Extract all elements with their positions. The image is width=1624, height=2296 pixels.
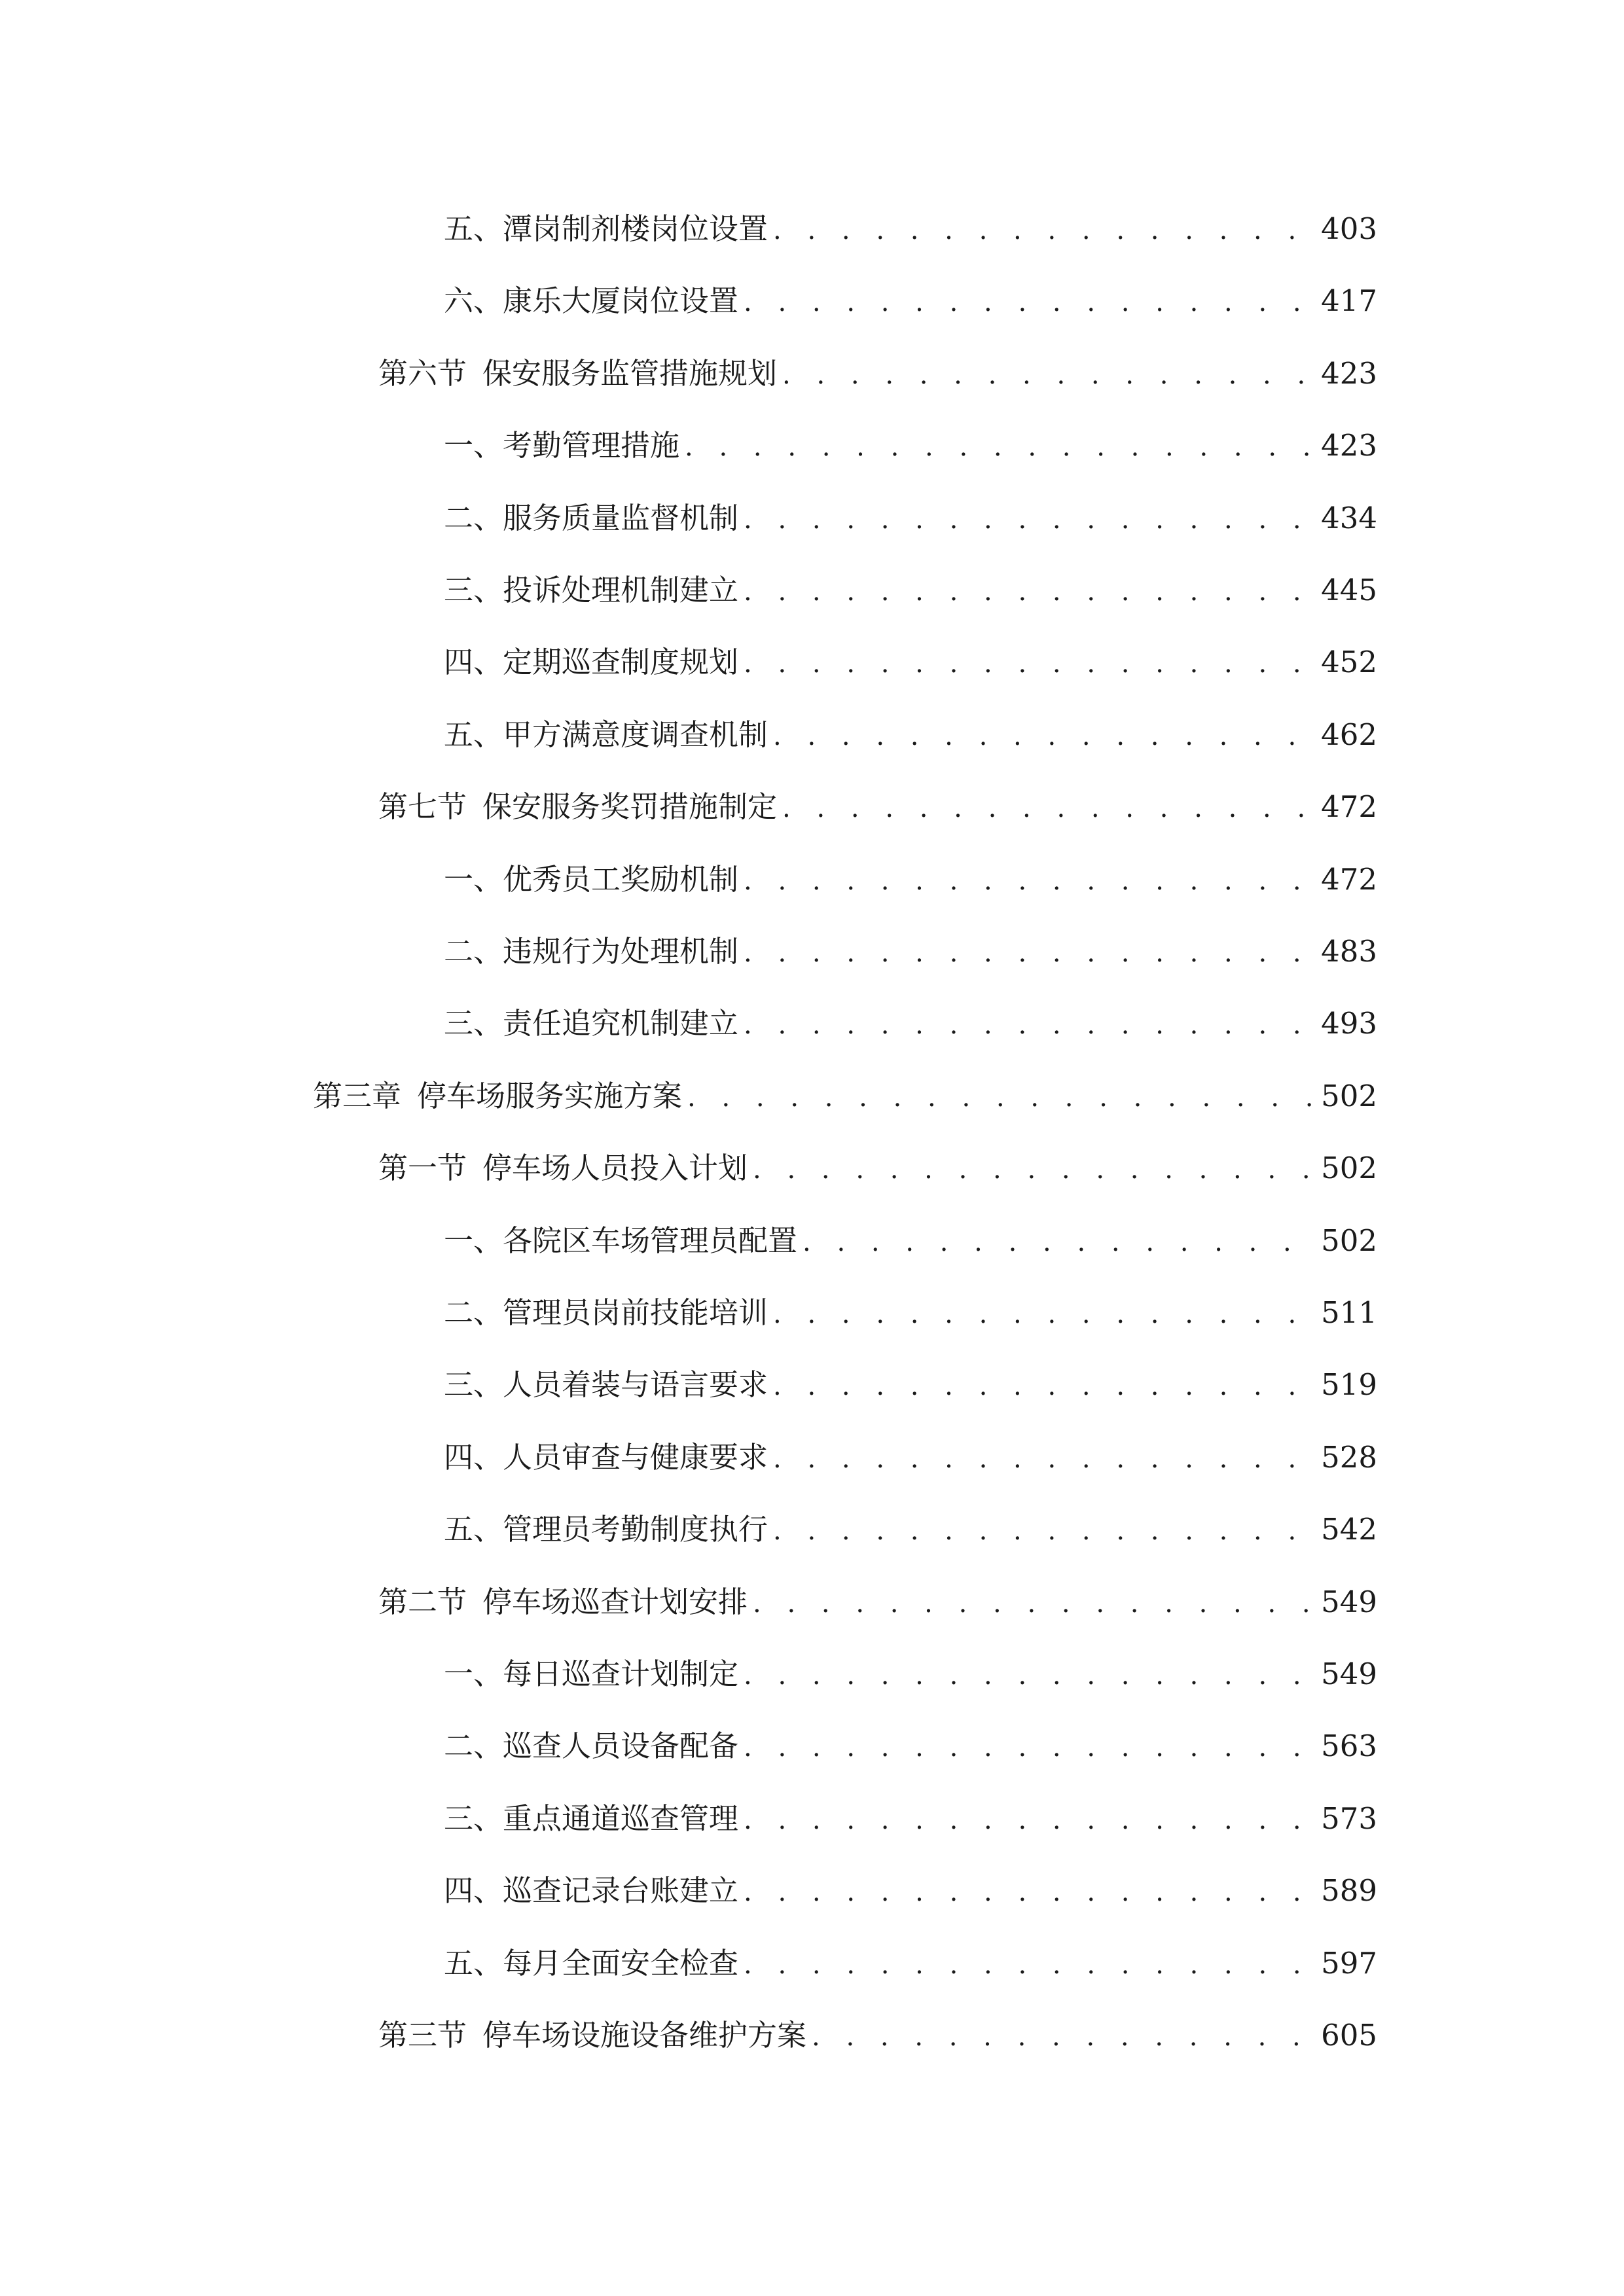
toc-entry-page-number: 472 bbox=[1321, 789, 1377, 825]
toc-dot-leader bbox=[744, 855, 1312, 907]
toc-entry-marker: 第二节 bbox=[378, 1584, 467, 1619]
toc-entry-title: 每月全面安全检查 bbox=[503, 1945, 739, 1981]
toc-entry-page-number: 493 bbox=[1321, 1006, 1377, 1041]
toc-entry-marker: 五、 bbox=[444, 717, 503, 752]
toc-entry-title: 甲方满意度调查机制 bbox=[503, 717, 768, 752]
toc-dot-leader bbox=[773, 1360, 1312, 1412]
toc-entry-marker: 四、 bbox=[444, 1873, 503, 1909]
toc-dot-leader bbox=[773, 710, 1312, 762]
toc-entry-page-number: 528 bbox=[1321, 1439, 1377, 1475]
toc-entry-title: 投诉处理机制建立 bbox=[503, 573, 739, 607]
toc-entry-title: 停车场设施设备维护方案 bbox=[482, 2018, 807, 2053]
toc-entry-page-number: 573 bbox=[1321, 1801, 1377, 1836]
toc-dot-leader bbox=[782, 349, 1312, 401]
toc-entry-page-number: 549 bbox=[1321, 1584, 1377, 1619]
toc-entry-marker: 一、 bbox=[444, 1223, 503, 1258]
toc-dot-leader bbox=[744, 1794, 1312, 1846]
toc-entry-page-number: 483 bbox=[1321, 934, 1377, 969]
toc-entry[interactable] bbox=[444, 203, 1377, 255]
toc-dot-leader bbox=[744, 1866, 1312, 1918]
toc-entry-marker: 二、 bbox=[444, 1729, 503, 1764]
toc-dot-leader bbox=[744, 637, 1312, 690]
toc-entry[interactable] bbox=[444, 1431, 1377, 1484]
toc-entry-marker: 一、 bbox=[444, 861, 503, 897]
toc-dot-leader bbox=[753, 1143, 1312, 1196]
toc-entry[interactable] bbox=[444, 1287, 1377, 1339]
toc-entry-marker: 第六节 bbox=[378, 355, 467, 391]
toc-entry-marker: 四、 bbox=[444, 1439, 503, 1475]
toc-entry[interactable] bbox=[444, 1215, 1377, 1267]
toc-entry[interactable] bbox=[444, 853, 1377, 906]
toc-dot-leader bbox=[773, 1505, 1312, 1557]
toc-entry-marker: 三、 bbox=[444, 1801, 503, 1836]
toc-entry-page-number: 452 bbox=[1321, 645, 1377, 680]
toc-dot-leader bbox=[744, 1649, 1312, 1702]
toc-entry-page-number: 462 bbox=[1321, 717, 1377, 752]
toc-entry-page-number: 423 bbox=[1321, 428, 1377, 463]
toc-entry[interactable] bbox=[444, 564, 1377, 617]
toc-entry-marker: 第一节 bbox=[378, 1151, 467, 1186]
toc-entry[interactable] bbox=[444, 1720, 1377, 1772]
toc-entry[interactable] bbox=[444, 1503, 1377, 1556]
toc-entry-page-number: 519 bbox=[1321, 1367, 1377, 1403]
toc-entry-marker: 第三章 bbox=[313, 1078, 402, 1113]
toc-entry[interactable] bbox=[313, 1070, 1377, 1122]
toc-entry-title: 违规行为处理机制 bbox=[503, 934, 739, 969]
toc-entry[interactable] bbox=[378, 781, 1377, 833]
toc-entry-marker: 一、 bbox=[444, 428, 503, 463]
toc-entry[interactable] bbox=[444, 420, 1377, 472]
toc-entry[interactable] bbox=[444, 1937, 1377, 1990]
toc-entry-page-number: 417 bbox=[1321, 283, 1377, 319]
toc-entry-title: 定期巡查制度规划 bbox=[503, 645, 739, 680]
toc-entry-page-number: 511 bbox=[1321, 1295, 1377, 1330]
toc-entry-page-number: 502 bbox=[1321, 1223, 1377, 1258]
toc-entry[interactable] bbox=[444, 997, 1377, 1050]
toc-entry-title: 各院区车场管理员配置 bbox=[503, 1223, 798, 1258]
toc-entry[interactable] bbox=[444, 636, 1377, 689]
toc-dot-leader bbox=[744, 493, 1312, 546]
toc-dot-leader bbox=[744, 1721, 1312, 1774]
toc-entry-title: 人员审查与健康要求 bbox=[503, 1439, 768, 1475]
toc-entry-marker: 二、 bbox=[444, 1295, 503, 1330]
toc-entry-page-number: 589 bbox=[1321, 1873, 1377, 1909]
toc-dot-leader bbox=[753, 1577, 1312, 1630]
toc-dot-leader bbox=[744, 276, 1312, 329]
toc-entry-page-number: 445 bbox=[1321, 573, 1377, 607]
toc-entry-page-number: 472 bbox=[1321, 861, 1377, 897]
toc-entry-marker: 五、 bbox=[444, 211, 503, 246]
toc-entry-page-number: 423 bbox=[1321, 355, 1377, 391]
toc-entry-title: 停车场人员投入计划 bbox=[482, 1151, 748, 1186]
toc-entry-title: 管理员岗前技能培训 bbox=[503, 1295, 768, 1330]
toc-dot-leader bbox=[687, 1071, 1312, 1124]
toc-entry-page-number: 403 bbox=[1321, 211, 1377, 246]
toc-entry-marker: 第三节 bbox=[378, 2018, 467, 2053]
toc-entry-title: 责任追究机制建立 bbox=[503, 1006, 739, 1041]
toc-entry[interactable] bbox=[444, 1793, 1377, 1845]
toc-entry[interactable] bbox=[378, 1576, 1377, 1628]
toc-entry[interactable] bbox=[444, 709, 1377, 761]
toc-entry[interactable] bbox=[444, 275, 1377, 327]
toc-dot-leader bbox=[773, 204, 1312, 257]
toc-entry-page-number: 434 bbox=[1321, 500, 1377, 535]
toc-entry[interactable] bbox=[444, 492, 1377, 545]
toc-entry-title: 保安服务奖罚措施制定 bbox=[482, 789, 778, 825]
toc-dot-leader bbox=[685, 421, 1312, 473]
toc-entry-page-number: 563 bbox=[1321, 1729, 1377, 1764]
toc-entry-title: 服务质量监督机制 bbox=[503, 500, 739, 535]
toc-entry-marker: 三、 bbox=[444, 1367, 503, 1403]
toc-entry-page-number: 597 bbox=[1321, 1945, 1377, 1981]
toc-entry-marker: 五、 bbox=[444, 1512, 503, 1547]
toc-entry-marker: 三、 bbox=[444, 573, 503, 607]
toc-entry-page-number: 502 bbox=[1321, 1078, 1377, 1113]
toc-entry-page-number: 502 bbox=[1321, 1151, 1377, 1186]
toc-entry-title: 巡查记录台账建立 bbox=[503, 1873, 739, 1909]
toc-entry[interactable] bbox=[444, 1865, 1377, 1917]
toc-entry-title: 潭岗制剂楼岗位设置 bbox=[503, 211, 768, 246]
toc-entry-page-number: 605 bbox=[1321, 2018, 1377, 2053]
toc-entry-title: 康乐大厦岗位设置 bbox=[503, 283, 739, 319]
toc-dot-leader bbox=[744, 999, 1312, 1051]
toc-entry[interactable] bbox=[444, 925, 1377, 978]
toc-entry-title: 巡查人员设备配备 bbox=[503, 1729, 739, 1764]
toc-entry-title: 优秀员工奖励机制 bbox=[503, 861, 739, 897]
toc-entry-title: 重点通道巡查管理 bbox=[503, 1801, 739, 1836]
toc-entry-title: 考勤管理措施 bbox=[503, 428, 680, 463]
toc-entry-marker: 第七节 bbox=[378, 789, 467, 825]
toc-entry-page-number: 549 bbox=[1321, 1657, 1377, 1691]
toc-entry[interactable] bbox=[378, 2009, 1377, 2062]
toc-entry-marker: 六、 bbox=[444, 283, 503, 319]
toc-entry-title: 人员着装与语言要求 bbox=[503, 1367, 768, 1403]
toc-entry[interactable] bbox=[444, 1648, 1377, 1700]
toc-entry[interactable] bbox=[378, 348, 1377, 400]
toc-entry-title: 停车场服务实施方案 bbox=[417, 1078, 683, 1113]
toc-entry-title: 保安服务监管措施规划 bbox=[482, 355, 778, 391]
toc-entry-marker: 五、 bbox=[444, 1945, 503, 1981]
toc-entry[interactable] bbox=[444, 1359, 1377, 1411]
toc-entry-title: 管理员考勤制度执行 bbox=[503, 1512, 768, 1547]
toc-entry-marker: 一、 bbox=[444, 1657, 503, 1691]
toc-dot-leader bbox=[773, 1433, 1312, 1485]
toc-entry-marker: 三、 bbox=[444, 1006, 503, 1041]
toc-entry-marker: 四、 bbox=[444, 645, 503, 680]
toc-dot-leader bbox=[744, 1939, 1312, 1991]
toc-entry-title: 停车场巡查计划安排 bbox=[482, 1584, 748, 1619]
toc-entry[interactable] bbox=[378, 1142, 1377, 1194]
toc-dot-leader bbox=[744, 927, 1312, 979]
toc-entry-marker: 二、 bbox=[444, 500, 503, 535]
toc-dot-leader bbox=[812, 2011, 1312, 2063]
toc-dot-leader bbox=[773, 1288, 1312, 1340]
toc-entry-page-number: 542 bbox=[1321, 1512, 1377, 1547]
toc-dot-leader bbox=[782, 782, 1312, 834]
toc-entry-marker: 二、 bbox=[444, 934, 503, 969]
toc-entry-title: 每日巡查计划制定 bbox=[503, 1657, 739, 1691]
toc-dot-leader bbox=[744, 565, 1312, 618]
toc-dot-leader bbox=[803, 1216, 1312, 1268]
